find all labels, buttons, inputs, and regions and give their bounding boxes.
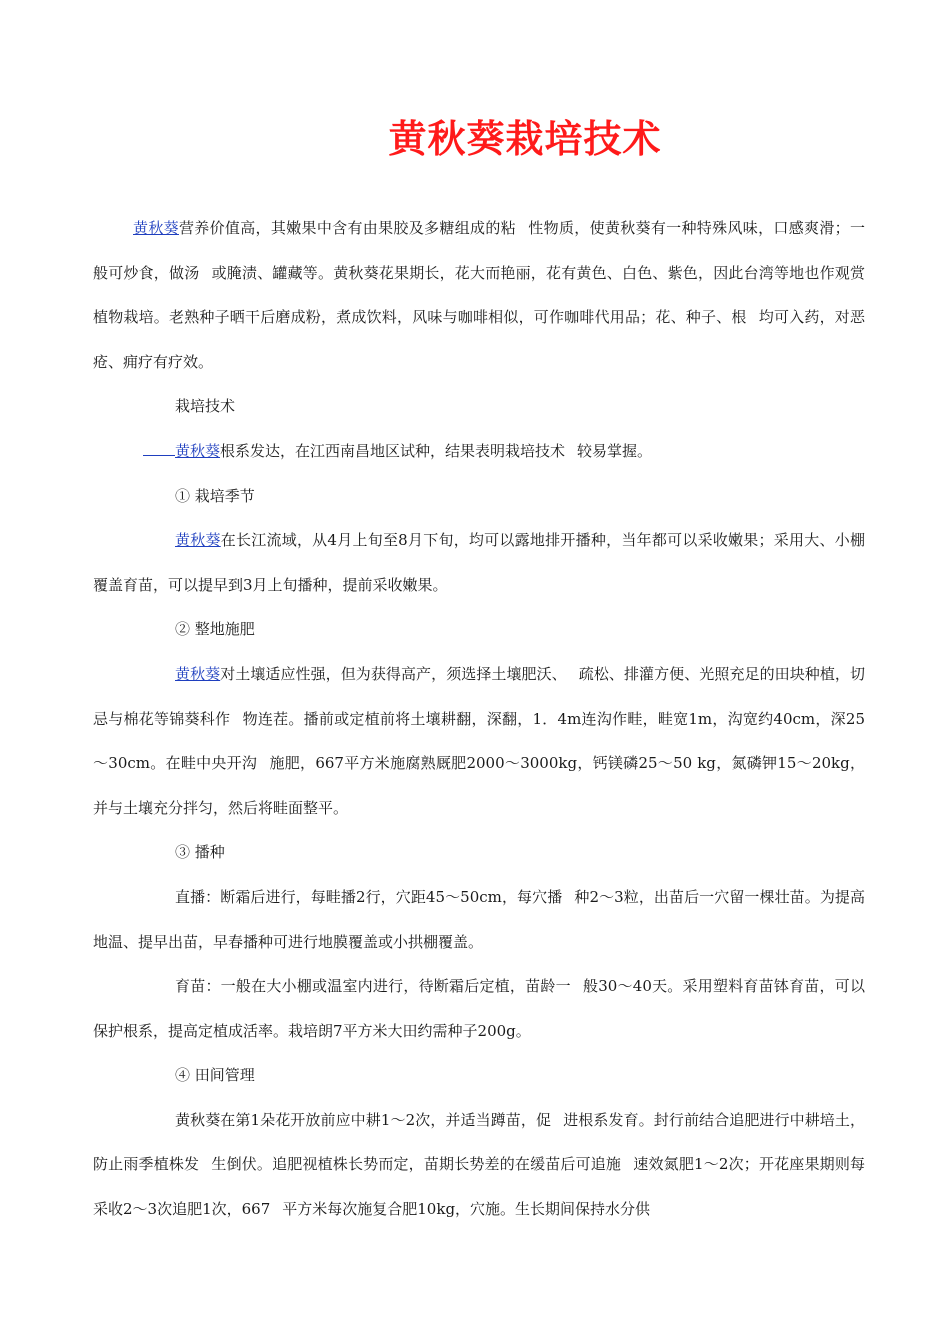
section-title: 栽培技术 (175, 397, 236, 416)
season-paragraph: 黄秋葵在长江流域，从4月上旬至8月下旬，均可以露地排开播种，当年都可以采收嫩果；采用大、小棚覆盖育苗，可以提早到3月上旬播种，提前采收嫩果。 (93, 531, 865, 594)
nursery-paragraph: 育苗：一般在大小棚或温室内进行，待断霜后定植，苗龄一 般30～40天。采用塑料育苗钵育苗，可以保护根系，提高定植成活率。栽培朗7平方米大田约需种子200g。 (93, 977, 865, 1040)
page-title: 黄秋葵栽培技术 (388, 117, 662, 161)
okra-link[interactable]: 黄秋葵 (175, 531, 221, 550)
sowing-heading: ③ 播种 (175, 843, 225, 862)
document-body (93, 206, 865, 1232)
field-paragraph: 黄秋葵在第1朵花开放前应中耕1～2次，并适当蹲苗，促 进根系发育。封行前结合追肥进行中耕培土，防止雨季植株发 生倒伏。追肥视植株长势而定，苗期长势差的在缓苗后可追施 速效氮肥1～2次；开花座果期则每采收2～3次追肥1次，667 平方米每次施复合肥10kg，穴施。生长期间保持水分供 (93, 1110, 865, 1219)
okra-link[interactable]: 黄秋葵 (175, 664, 221, 683)
intro-paragraph: 黄秋葵营养价值高，其嫩果中含有由果胶及多糖组成的粘 性物质，使黄秋葵有一种特殊风味，口感爽滑；一般可炒食，做汤 或腌渍、罐藏等。黄秋葵花果期长，花大而艳丽，花有黄色、白色、紫色，因此台湾等地也作观赏植物栽培。老熟种子晒干后磨成粉，煮成饮料，风味与咖啡相似，可作咖啡代用品；花、种子、根 均可入药，对恶疮、痈疗有疗效。 (93, 219, 865, 371)
okra-link[interactable]: 黄秋葵 (133, 219, 179, 237)
okra-link[interactable]: 黄秋葵 (175, 441, 221, 460)
direct-sowing-paragraph: 直播：断霜后进行，每畦播2行，穴距45～50cm，每穴播 种2～3粒，出苗后一穴留一棵壮苗。为提高地温、提早出苗，早春播种可进行地膜覆盖或小拱棚覆盖。 (93, 887, 865, 951)
field-heading: ④ 田间管理 (175, 1066, 255, 1085)
root-paragraph: 黄秋葵根系发达，在江西南昌地区试种，结果表明栽培技术 较易掌握。 (93, 429, 865, 474)
soil-heading: ② 整地施肥 (175, 620, 255, 639)
soil-paragraph: 黄秋葵对土壤适应性强，但为获得高产，须选择土壤肥沃、 疏松、排灌方便、光照充足的田块种植，切忌与棉花等锦葵科作 物连茬。播前或定植前将土壤耕翻，深翻，1．4m连沟作畦，畦宽1m，沟宽约40cm，深25～30cm。在畦中央开沟 施肥，667平方米施腐熟厩肥2000～3000kg，钙镁磷25～50 kg，氮磷钾15～20kg，并与土壤充分拌匀，然后将畦面整平。 (93, 664, 865, 817)
season-heading: ① 栽培季节 (175, 486, 255, 505)
